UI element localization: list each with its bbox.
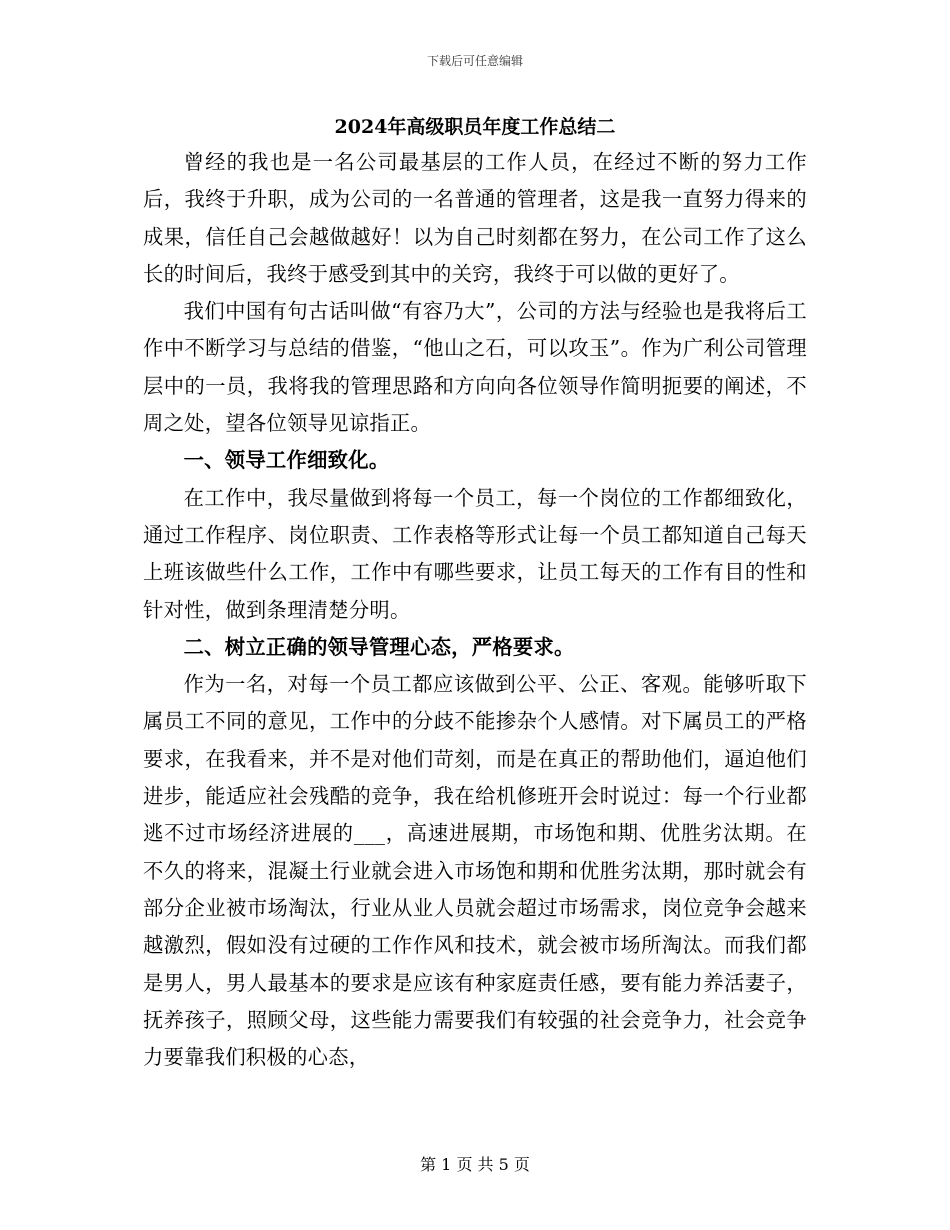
paragraph-section-2: 作为一名，对每一个员工都应该做到公平、公正、客观。能够听取下属员工不同的意见，工作中的分歧不能掺杂个人感情。对下属员工的严格要求，在我看来，并不是对他们苛刻，而是在真正的帮助他们，逼迫他们进步，能适应社会残酷的竞争，我在给机修班开会时说过：每一个行业都逃不过市场经济进展的___，高速进展期，市场饱和期、优胜劣汰期。在不久的将来，混凝土行业就会进入市场饱和期和优胜劣汰期，那时就会有部分企业被市场淘汰，行业从业人员就会超过市场需求，岗位竞争会越来越激烈，假如没有过硬的工作作风和技术，就会被市场所淘汰。而我们都是男人，男人最基本的要求是应该有种家庭责任感，要有能力养活妻子，抚养孩子，照顾父母，这些能力需要我们有较强的社会竞争力，社会竞争力要靠我们积极的心态， xyxy=(143,672,807,1070)
section-heading-2: 二、树立正确的领导管理心态，严格要求。 xyxy=(183,634,575,659)
header-note: 下载后可任意编辑 xyxy=(426,54,523,68)
paragraph-section-1: 在工作中，我尽量做到将每一个员工，每一个岗位的工作都细致化，通过工作程序、岗位职责、工作表格等形式让每一个员工都知道自己每天上班该做些什么工作，工作中有哪些要求，让员工每天的工作有目的性和针对性，做到条理清楚分明。 xyxy=(143,485,807,622)
section-heading-1: 一、领导工作细致化。 xyxy=(183,448,390,473)
paragraph-proverb: 我们中国有句古话叫做“有容乃大”，公司的方法与经验也是我将后工作中不断学习与总结的借鉴，“他山之石，可以攻玉”。作为广利公司管理层中的一员，我将我的管理思路和方向向各位领导作简明扼要的阐述，不周之处，望各位领导见谅指正。 xyxy=(143,299,807,436)
paragraph-intro: 曾经的我也是一名公司最基层的工作人员，在经过不断的努力工作后，我终于升职，成为公司的一名普通的管理者，这是我一直努力得来的成果，信任自己会越做越好！以为自己时刻都在努力，在公司工作了这么长的时间后，我终于感受到其中的关窍，我终于可以做的更好了。 xyxy=(143,150,807,286)
page-number-footer: 第 1 页 共 5 页 xyxy=(420,1155,530,1174)
document-title: 2024年高级职员年度工作总结二 xyxy=(334,116,616,138)
document-body xyxy=(143,144,807,1076)
